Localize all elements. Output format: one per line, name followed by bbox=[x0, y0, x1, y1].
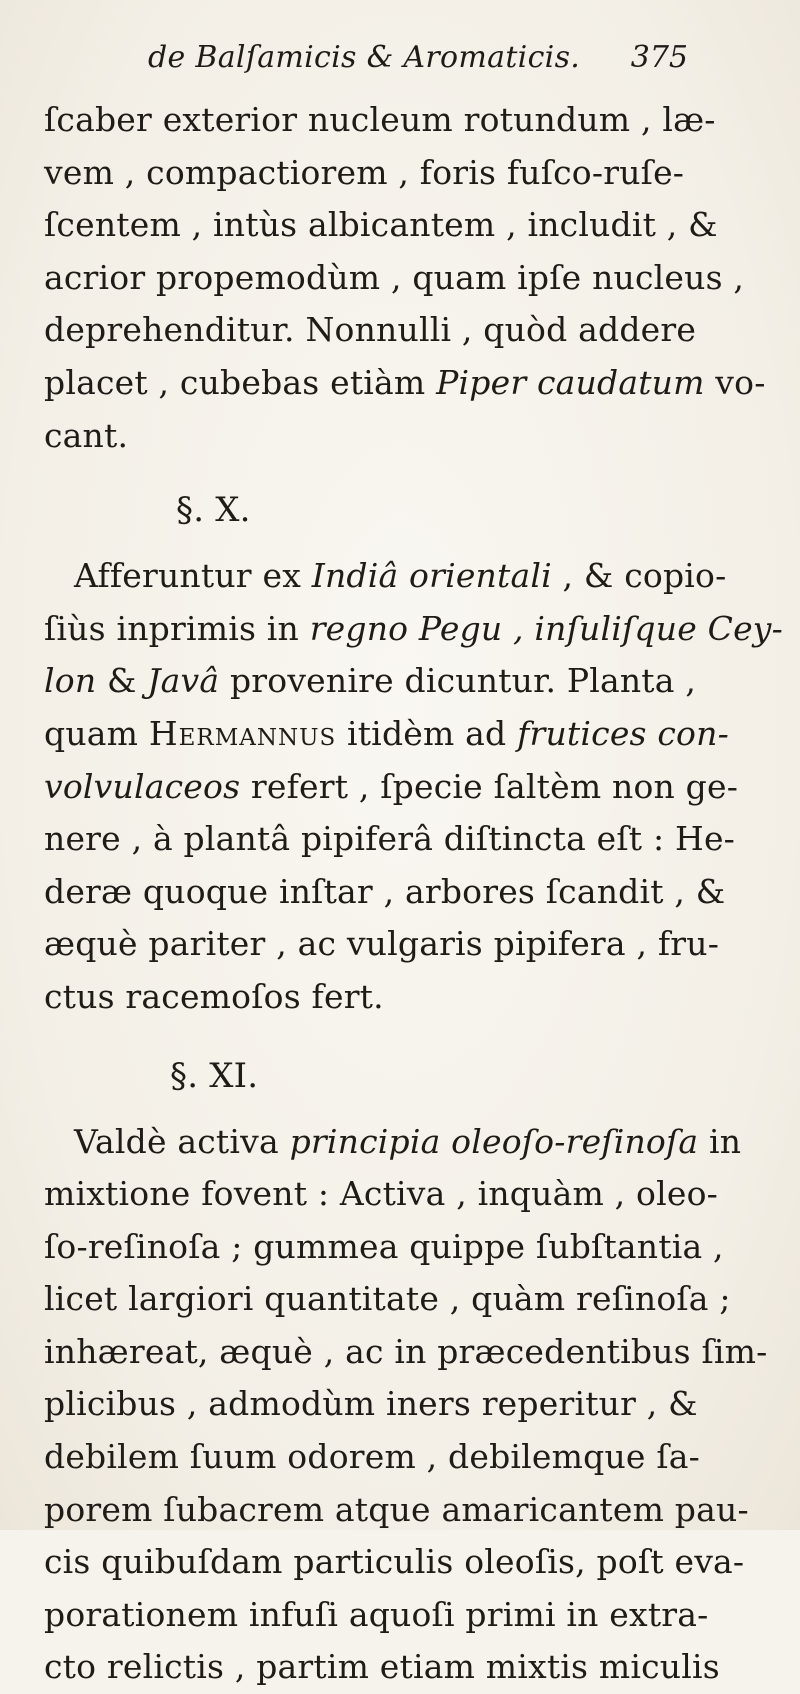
italic-term: volvulaceos bbox=[44, 767, 240, 806]
text-run: , & copio- bbox=[552, 556, 727, 595]
text-line: ctus racemoſos fert. bbox=[44, 971, 756, 1024]
italic-term: principia oleoſo-reſinoſa bbox=[290, 1122, 699, 1161]
text-line bbox=[44, 708, 756, 761]
text-line: porationem infuſi aquoſi primi in extra- bbox=[44, 1589, 756, 1642]
text-line: acrior propemodùm , quam ipſe nucleus , bbox=[44, 252, 756, 305]
paragraph-section-x bbox=[44, 550, 756, 1023]
text-line: nere , à plantâ pipiferâ diſtincta eſt : He- bbox=[44, 813, 756, 866]
text-line: deræ quoque inſtar , arbores ſcandit , & bbox=[44, 866, 756, 919]
text-run: refert , ſpecie ſaltèm non ge- bbox=[240, 767, 738, 806]
body-text bbox=[44, 94, 756, 1694]
text-line: debilem ſuum odorem , debilemque ſa- bbox=[44, 1431, 756, 1484]
text-line: inhæreat, æquè , ac in præcedentibus ſim- bbox=[44, 1326, 756, 1379]
text-line: cis quibuſdam particulis oleoſis, poſt eva- bbox=[44, 1536, 756, 1589]
text-line: licet largiori quantitate , quàm reſinoſa ; bbox=[44, 1273, 756, 1326]
section-heading-x: §. X. bbox=[44, 480, 756, 540]
text-run: provenire dicuntur. Planta , bbox=[219, 661, 696, 700]
text-line: ſcaber exterior nucleum rotundum , læ- bbox=[44, 94, 756, 147]
text-line: porem ſubacrem atque amaricantem pau- bbox=[44, 1484, 756, 1537]
text-run: & bbox=[96, 661, 147, 700]
text-run: Valdè activa bbox=[74, 1122, 290, 1161]
italic-term: lon bbox=[44, 661, 96, 700]
text-line: cto relictis , partim etiam mixtis miculis bbox=[44, 1641, 756, 1694]
section-heading-xi: §. XI. bbox=[44, 1046, 756, 1106]
paragraph-continuation bbox=[44, 94, 756, 462]
text-run: quam bbox=[44, 714, 149, 753]
italic-term: Javâ bbox=[147, 661, 219, 700]
text-line bbox=[44, 1116, 756, 1169]
text-line: mixtione fovent : Activa , inquàm , oleo- bbox=[44, 1168, 756, 1221]
text-line bbox=[44, 655, 756, 708]
page-number: 375 bbox=[631, 40, 688, 75]
text-run: in bbox=[698, 1122, 741, 1161]
author-name: Hermannus bbox=[149, 714, 336, 753]
italic-term: regno Pegu , inſuliſque Cey- bbox=[310, 609, 783, 648]
paragraph-section-xi bbox=[44, 1116, 756, 1694]
page-header bbox=[148, 40, 688, 88]
text-line bbox=[44, 357, 756, 410]
text-line: ſo-reſinoſa ; gummea quippe ſubſtantia , bbox=[44, 1221, 756, 1274]
text-run: placet , cubebas etiàm bbox=[44, 363, 436, 402]
running-title: de Balſamicis & Aromaticis. bbox=[148, 40, 580, 75]
text-run: Afferuntur ex bbox=[74, 556, 312, 595]
text-line bbox=[44, 761, 756, 814]
text-run: ſiùs inprimis in bbox=[44, 609, 310, 648]
text-line bbox=[44, 550, 756, 603]
text-line: æquè pariter , ac vulgaris pipifera , fru- bbox=[44, 918, 756, 971]
text-line: cant. bbox=[44, 410, 756, 463]
italic-term: Indiâ orientali bbox=[312, 556, 552, 595]
italic-term: frutices con- bbox=[517, 714, 729, 753]
text-line: ſcentem , intùs albicantem , includit , & bbox=[44, 199, 756, 252]
text-line: deprehenditur. Nonnulli , quòd addere bbox=[44, 304, 756, 357]
text-run: vo- bbox=[705, 363, 766, 402]
text-line: vem , compactiorem , foris fuſco-ruſe- bbox=[44, 147, 756, 200]
text-run: itidèm ad bbox=[336, 714, 517, 753]
text-line: plicibus , admodùm iners reperitur , & bbox=[44, 1378, 756, 1431]
italic-term: Piper caudatum bbox=[436, 363, 705, 402]
text-line bbox=[44, 603, 756, 656]
